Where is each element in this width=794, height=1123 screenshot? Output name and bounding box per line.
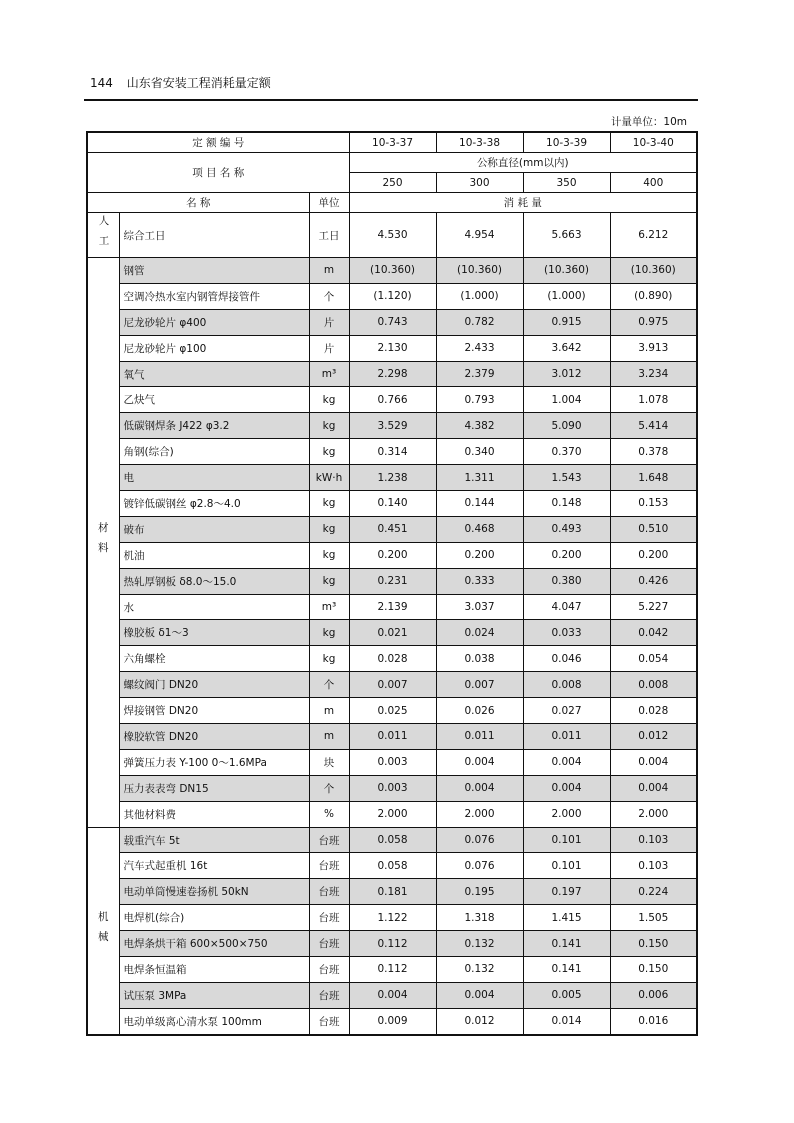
row-value: 0.028 — [610, 698, 697, 724]
table-row — [87, 387, 697, 413]
quota-code-row — [87, 132, 697, 153]
category-machine: 机械 — [87, 827, 119, 1035]
row-value: 0.915 — [523, 309, 610, 335]
nominal-diameter-label: 公称直径(mm以内) — [349, 153, 697, 173]
row-name: 电动单级离心清水泵 100mm — [119, 1008, 309, 1034]
row-value: 3.037 — [436, 594, 523, 620]
row-value: 0.007 — [349, 672, 436, 698]
row-unit: 个 — [309, 775, 349, 801]
row-unit: kW·h — [309, 465, 349, 491]
row-value: 0.103 — [610, 853, 697, 879]
row-value: 0.101 — [523, 827, 610, 853]
row-value: (10.360) — [349, 258, 436, 284]
row-unit: 片 — [309, 309, 349, 335]
row-value: 0.046 — [523, 646, 610, 672]
row-name: 尼龙砂轮片 φ100 — [119, 335, 309, 361]
row-name: 角钢(综合) — [119, 439, 309, 465]
row-value: 5.227 — [610, 594, 697, 620]
row-value: 3.529 — [349, 413, 436, 439]
row-value: 0.006 — [610, 982, 697, 1008]
row-name: 橡胶板 δ1～3 — [119, 620, 309, 646]
row-value: 0.181 — [349, 879, 436, 905]
row-name: 氧气 — [119, 361, 309, 387]
row-value: 0.025 — [349, 698, 436, 724]
row-unit: 台班 — [309, 957, 349, 983]
table-row — [87, 957, 697, 983]
row-unit: 台班 — [309, 931, 349, 957]
row-value: 0.024 — [436, 620, 523, 646]
table-row — [87, 361, 697, 387]
table-row — [87, 853, 697, 879]
row-value: 0.200 — [523, 542, 610, 568]
row-value: 0.200 — [436, 542, 523, 568]
row-value: 0.038 — [436, 646, 523, 672]
table-row — [87, 672, 697, 698]
row-value: 1.505 — [610, 905, 697, 931]
row-unit: 台班 — [309, 905, 349, 931]
table-row — [87, 698, 697, 724]
row-value: 0.314 — [349, 439, 436, 465]
row-value: 0.101 — [523, 853, 610, 879]
row-value: 0.054 — [610, 646, 697, 672]
row-value: 0.027 — [523, 698, 610, 724]
row-value: 0.014 — [523, 1008, 610, 1034]
row-value: 0.076 — [436, 827, 523, 853]
row-value: 0.200 — [610, 542, 697, 568]
row-unit: kg — [309, 387, 349, 413]
row-unit: m — [309, 724, 349, 750]
row-value: 0.026 — [436, 698, 523, 724]
row-value: 1.004 — [523, 387, 610, 413]
row-value: 1.122 — [349, 905, 436, 931]
row-value: 2.000 — [436, 801, 523, 827]
table-row — [87, 879, 697, 905]
row-value: 0.200 — [349, 542, 436, 568]
row-value: 4.530 — [349, 213, 436, 258]
row-name: 其他材料费 — [119, 801, 309, 827]
row-name: 试压泵 3MPa — [119, 982, 309, 1008]
table-row — [87, 491, 697, 517]
table-row — [87, 982, 697, 1008]
table-row — [87, 309, 697, 335]
row-value: 0.150 — [610, 957, 697, 983]
row-unit: 片 — [309, 335, 349, 361]
row-name: 橡胶软管 DN20 — [119, 724, 309, 750]
row-value: 1.311 — [436, 465, 523, 491]
table-row — [87, 439, 697, 465]
row-value: 0.231 — [349, 568, 436, 594]
row-name: 焊接钢管 DN20 — [119, 698, 309, 724]
table-row — [87, 931, 697, 957]
row-value: 1.648 — [610, 465, 697, 491]
row-unit: kg — [309, 646, 349, 672]
row-value: 0.004 — [436, 775, 523, 801]
row-unit: m — [309, 698, 349, 724]
row-value: 0.016 — [610, 1008, 697, 1034]
row-value: 1.415 — [523, 905, 610, 931]
row-value: 0.426 — [610, 568, 697, 594]
table-row — [87, 905, 697, 931]
row-value: 2.000 — [349, 801, 436, 827]
quota-table — [86, 131, 698, 1036]
row-unit: kg — [309, 413, 349, 439]
row-value: 0.150 — [610, 931, 697, 957]
row-name: 电焊条烘干箱 600×500×750 — [119, 931, 309, 957]
row-value: 0.975 — [610, 309, 697, 335]
row-value: 0.112 — [349, 931, 436, 957]
diameter-cell: 300 — [436, 173, 523, 193]
row-unit: % — [309, 801, 349, 827]
row-value: 0.004 — [610, 749, 697, 775]
table-row — [87, 542, 697, 568]
row-value: 0.370 — [523, 439, 610, 465]
row-value: 0.195 — [436, 879, 523, 905]
row-value: 0.493 — [523, 516, 610, 542]
row-value: 0.003 — [349, 749, 436, 775]
row-value: 2.000 — [523, 801, 610, 827]
row-unit: m³ — [309, 594, 349, 620]
item-name-label: 项 目 名 称 — [87, 153, 349, 193]
row-name: 乙炔气 — [119, 387, 309, 413]
diameter-cell: 400 — [610, 173, 697, 193]
row-unit: m — [309, 258, 349, 284]
row-value: 0.132 — [436, 957, 523, 983]
row-value: 0.510 — [610, 516, 697, 542]
row-value: (10.360) — [610, 258, 697, 284]
row-unit: 台班 — [309, 982, 349, 1008]
row-unit: m³ — [309, 361, 349, 387]
row-value: 5.090 — [523, 413, 610, 439]
row-unit: 个 — [309, 672, 349, 698]
row-value: 0.380 — [523, 568, 610, 594]
header-rule — [84, 99, 698, 101]
row-name: 机油 — [119, 542, 309, 568]
row-unit: kg — [309, 568, 349, 594]
row-value: 0.141 — [523, 931, 610, 957]
row-unit: kg — [309, 542, 349, 568]
row-value: 0.112 — [349, 957, 436, 983]
row-name: 螺纹阀门 DN20 — [119, 672, 309, 698]
row-value: 0.076 — [436, 853, 523, 879]
row-name: 空调冷热水室内钢管焊接管件 — [119, 283, 309, 309]
table-row — [87, 258, 697, 284]
table-row — [87, 516, 697, 542]
column-name-header: 名 称 — [87, 193, 309, 213]
row-value: 0.766 — [349, 387, 436, 413]
book-title: 山东省安装工程消耗量定额 — [126, 76, 271, 90]
row-value: 0.340 — [436, 439, 523, 465]
row-value: 0.033 — [523, 620, 610, 646]
row-value: 5.414 — [610, 413, 697, 439]
row-name: 载重汽车 5t — [119, 827, 309, 853]
row-value: 2.139 — [349, 594, 436, 620]
row-name: 低碳钢焊条 J422 φ3.2 — [119, 413, 309, 439]
row-value: 0.007 — [436, 672, 523, 698]
row-value: (0.890) — [610, 283, 697, 309]
row-value: 0.004 — [523, 749, 610, 775]
row-value: 0.012 — [610, 724, 697, 750]
row-value: 0.012 — [436, 1008, 523, 1034]
consumption-header: 消 耗 量 — [349, 193, 697, 213]
row-unit: kg — [309, 439, 349, 465]
row-value: 0.782 — [436, 309, 523, 335]
row-value: 1.318 — [436, 905, 523, 931]
row-value: 0.042 — [610, 620, 697, 646]
row-name: 弹簧压力表 Y-100 0～1.6MPa — [119, 749, 309, 775]
quota-code-cell: 10-3-40 — [610, 132, 697, 153]
row-value: 3.012 — [523, 361, 610, 387]
table-row — [87, 568, 697, 594]
row-value: 0.004 — [349, 982, 436, 1008]
row-name: 破布 — [119, 516, 309, 542]
row-value: 0.468 — [436, 516, 523, 542]
row-value: (1.120) — [349, 283, 436, 309]
table-row — [87, 465, 697, 491]
row-value: 0.103 — [610, 827, 697, 853]
row-unit: 台班 — [309, 879, 349, 905]
category-labor: 人工 — [87, 213, 119, 258]
row-unit: 个 — [309, 283, 349, 309]
row-name: 综合工日 — [119, 213, 309, 258]
row-name: 汽车式起重机 16t — [119, 853, 309, 879]
row-value: 0.009 — [349, 1008, 436, 1034]
row-value: 0.028 — [349, 646, 436, 672]
row-unit: 块 — [309, 749, 349, 775]
labor-row — [87, 213, 697, 258]
row-value: 0.743 — [349, 309, 436, 335]
row-value: 0.021 — [349, 620, 436, 646]
row-value: 6.212 — [610, 213, 697, 258]
table-row — [87, 413, 697, 439]
table-row — [87, 620, 697, 646]
quota-code-cell: 10-3-39 — [523, 132, 610, 153]
quota-code-cell: 10-3-38 — [436, 132, 523, 153]
table-row — [87, 1008, 697, 1034]
row-value: 0.197 — [523, 879, 610, 905]
table-row — [87, 335, 697, 361]
row-value: 1.543 — [523, 465, 610, 491]
column-header-row — [87, 193, 697, 213]
row-value: 2.433 — [436, 335, 523, 361]
table-row — [87, 646, 697, 672]
row-value: 2.298 — [349, 361, 436, 387]
row-unit: kg — [309, 620, 349, 646]
row-value: 1.078 — [610, 387, 697, 413]
page-number: 144 — [90, 76, 113, 90]
row-name: 镀锌低碳钢丝 φ2.8～4.0 — [119, 491, 309, 517]
row-unit: kg — [309, 491, 349, 517]
quota-code-label: 定 额 编 号 — [87, 132, 349, 153]
table-row — [87, 827, 697, 853]
row-value: 0.148 — [523, 491, 610, 517]
row-value: 2.000 — [610, 801, 697, 827]
row-value: 0.011 — [349, 724, 436, 750]
row-value: (10.360) — [436, 258, 523, 284]
row-value: 0.451 — [349, 516, 436, 542]
diameter-cell: 250 — [349, 173, 436, 193]
row-value: 0.003 — [349, 775, 436, 801]
row-name: 水 — [119, 594, 309, 620]
row-value: 0.004 — [523, 775, 610, 801]
row-value: 0.153 — [610, 491, 697, 517]
row-value: 3.913 — [610, 335, 697, 361]
diameter-cell: 350 — [523, 173, 610, 193]
row-value: 4.382 — [436, 413, 523, 439]
column-unit-header: 单位 — [309, 193, 349, 213]
row-name: 电 — [119, 465, 309, 491]
row-value: 0.378 — [610, 439, 697, 465]
row-name: 电焊条恒温箱 — [119, 957, 309, 983]
row-value: 0.333 — [436, 568, 523, 594]
table-row — [87, 283, 697, 309]
row-value: 0.141 — [523, 957, 610, 983]
row-value: 0.004 — [610, 775, 697, 801]
row-value: 2.379 — [436, 361, 523, 387]
table-row — [87, 801, 697, 827]
row-value: 0.058 — [349, 827, 436, 853]
table-row — [87, 724, 697, 750]
row-value: 0.008 — [610, 672, 697, 698]
row-value: 0.008 — [523, 672, 610, 698]
row-value: 0.144 — [436, 491, 523, 517]
row-value: 0.011 — [436, 724, 523, 750]
row-value: 3.642 — [523, 335, 610, 361]
row-value: 0.132 — [436, 931, 523, 957]
item-name-row — [87, 153, 697, 173]
row-value: 0.793 — [436, 387, 523, 413]
row-value: 4.954 — [436, 213, 523, 258]
row-value: 4.047 — [523, 594, 610, 620]
row-value: 5.663 — [523, 213, 610, 258]
table-row — [87, 749, 697, 775]
row-value: 0.224 — [610, 879, 697, 905]
row-unit: 台班 — [309, 853, 349, 879]
measurement-unit-note: 计量单位：10m — [610, 116, 687, 128]
row-value: 0.140 — [349, 491, 436, 517]
page-header — [90, 74, 271, 91]
row-name: 压力表表弯 DN15 — [119, 775, 309, 801]
row-value: 0.005 — [523, 982, 610, 1008]
row-value: (1.000) — [523, 283, 610, 309]
table-row — [87, 594, 697, 620]
row-name: 钢管 — [119, 258, 309, 284]
row-name: 热轧厚钢板 δ8.0～15.0 — [119, 568, 309, 594]
row-unit: 台班 — [309, 827, 349, 853]
table-row — [87, 775, 697, 801]
row-unit: 台班 — [309, 1008, 349, 1034]
row-name: 尼龙砂轮片 φ400 — [119, 309, 309, 335]
row-value: 0.011 — [523, 724, 610, 750]
row-value: 0.058 — [349, 853, 436, 879]
row-value: 2.130 — [349, 335, 436, 361]
row-value: 3.234 — [610, 361, 697, 387]
row-value: (10.360) — [523, 258, 610, 284]
quota-code-cell: 10-3-37 — [349, 132, 436, 153]
row-name: 六角螺栓 — [119, 646, 309, 672]
row-value: 1.238 — [349, 465, 436, 491]
row-unit: 工日 — [309, 213, 349, 258]
row-value: (1.000) — [436, 283, 523, 309]
row-name: 电动单筒慢速卷扬机 50kN — [119, 879, 309, 905]
row-unit: kg — [309, 516, 349, 542]
row-value: 0.004 — [436, 749, 523, 775]
row-name: 电焊机(综合) — [119, 905, 309, 931]
category-material: 材料 — [87, 258, 119, 828]
row-value: 0.004 — [436, 982, 523, 1008]
